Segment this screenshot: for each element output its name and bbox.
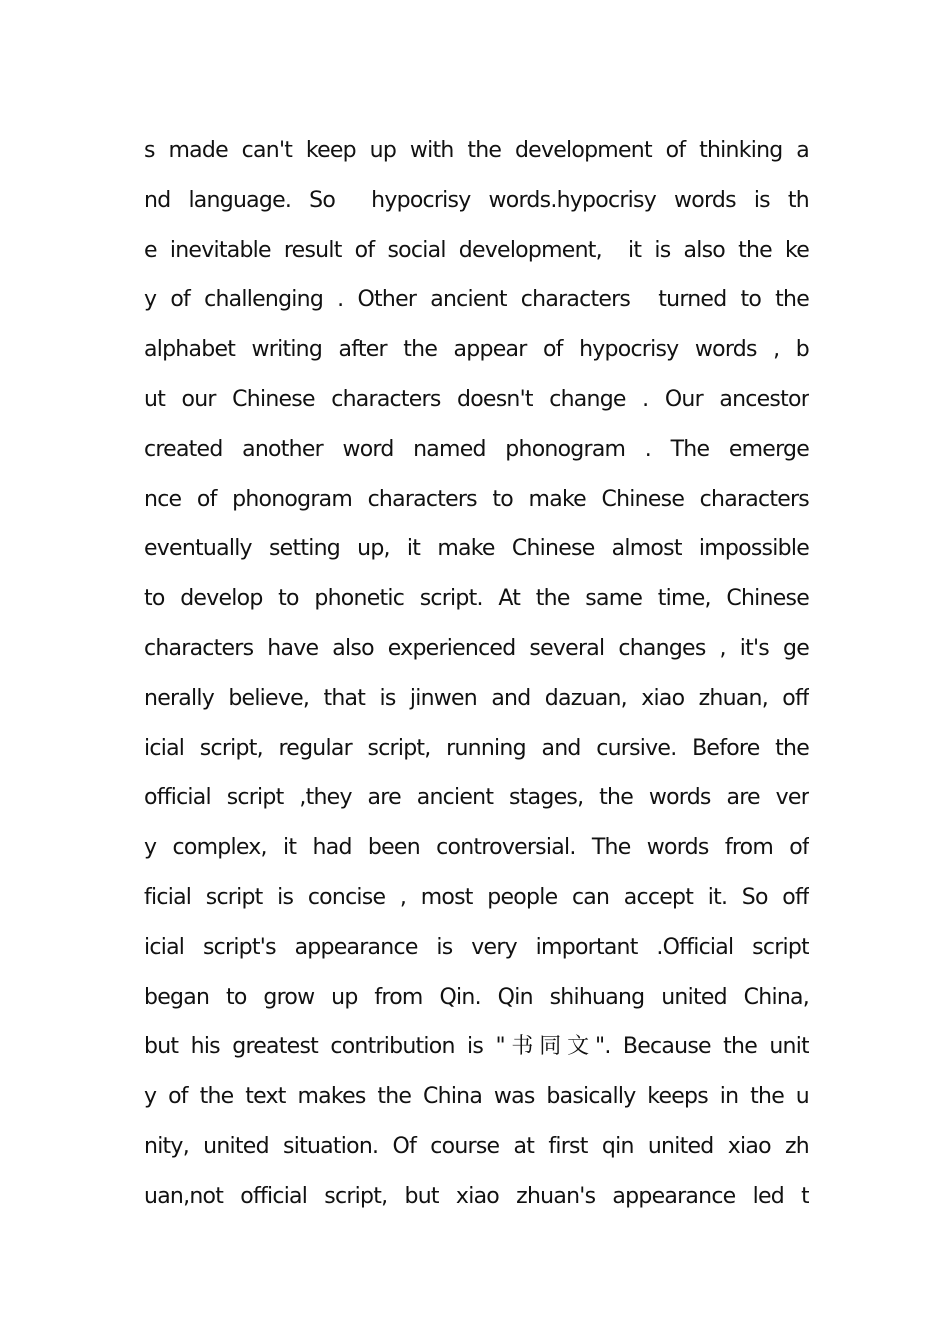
text-line-4: y of challenging . Other ancient characters turned to the [144,287,809,313]
text-line-14: official script ,they are ancient stages, the words are ver [144,785,809,811]
text-line-1: s made can't keep up with the development of thinking a [144,138,809,163]
text-line-11: characters have also experienced several changes , it's ge [144,635,809,661]
text-line-2: nd language. So hypocrisy words.hypocrisy words is th [144,187,809,213]
text-line-17: icial script's appearance is very important .Official script [144,934,809,960]
text-line-20: y of the text makes the China was basically keeps in the u [144,1084,809,1110]
text-line-3: e inevitable result of social development, it is also the ke [144,237,809,263]
text-line-7: created another word named phonogram . The emerge [144,436,809,462]
text-line-16: ficial script is concise , most people can accept it. So off [144,884,809,910]
text-line-13: icial script, regular script, running and cursive. Before the [144,735,809,761]
text-line-5: alphabet writing after the appear of hypocrisy words , b [144,337,809,363]
text-line-8: nce of phonogram characters to make Chinese characters [144,486,809,512]
text-line-18: began to grow up from Qin. Qin shihuang united China, [144,984,809,1010]
text-line-21: nity, united situation. Of course at first qin united xiao zh [144,1133,809,1159]
text-line-19: but his greatest contribution is "书同文". Because the unit [144,1034,809,1060]
text-line-12: nerally believe, that is jinwen and dazuan, xiao zhuan, off [144,685,809,711]
body-text [144,126,809,1222]
text-line-22: uan,not official script, but xiao zhuan's appearance led t [144,1183,809,1209]
text-line-10: to develop to phonetic script. At the same time, Chinese [144,586,809,612]
text-line-6: ut our Chinese characters doesn't change . Our ancestor [144,386,809,412]
text-line-15: y complex, it had been controversial. The words from of [144,835,809,861]
text-line-9: eventually setting up, it make Chinese almost impossible [144,536,809,562]
